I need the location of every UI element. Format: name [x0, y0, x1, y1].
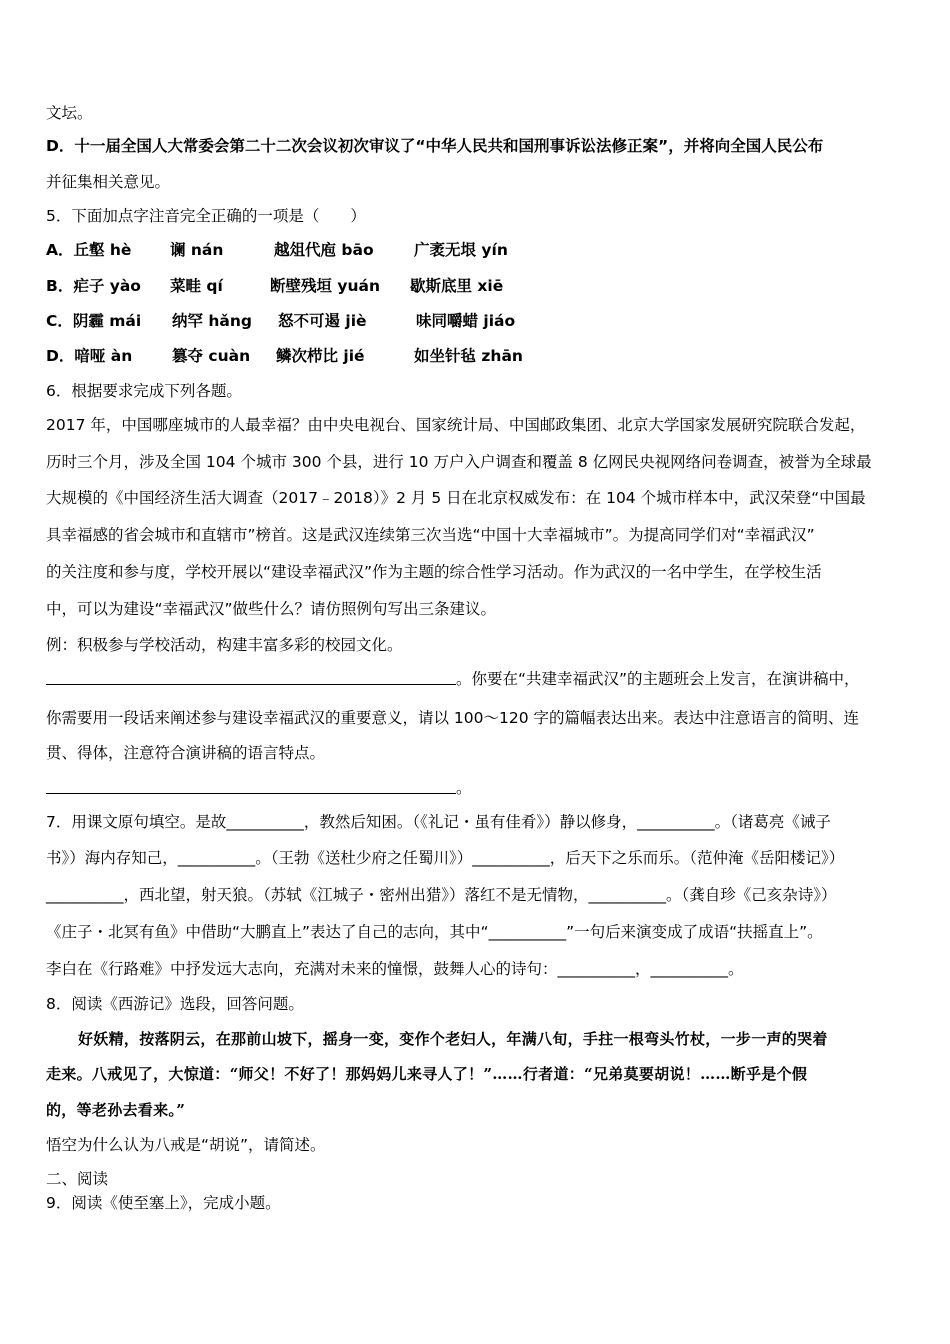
- option-a-1: A．丘壑 hè: [46, 241, 132, 259]
- option-d-4: 如坐针毡 zhān: [414, 347, 523, 365]
- text-line: D．十一届全国人大常委会第二十二次会议初次审议了“中华人民共和国刑事诉讼法修正案”，并将向全国人民公布: [46, 137, 824, 155]
- option-a-2: 谰 nán: [170, 241, 224, 259]
- option-d-1: D．喑哑 àn: [46, 347, 133, 365]
- option-b-1: B．疟子 yào: [46, 277, 141, 295]
- question-7-line: 《庄子・北冥有鱼》中借助“大鹏直上”表达了自己的志向，其中“__________”一句后来演变成了成语“扶摇直上”。: [46, 923, 823, 941]
- option-a-3: 越俎代庖 bāo: [274, 241, 374, 259]
- text-line: 。你要在“共建幸福武汉”的主题班会上发言，在演讲稿中，: [456, 670, 860, 688]
- option-b-3: 断壁残垣 yuán: [270, 277, 381, 295]
- option-c-1: C．阴霾 mái: [46, 312, 142, 330]
- option-b-4: 歇斯底里 xiē: [410, 277, 504, 295]
- option-c-3: 怒不可遏 jiè: [278, 312, 367, 330]
- option-b-2: 菜畦 qí: [170, 277, 223, 295]
- question-6-stem: 6．根据要求完成下列各题。: [46, 382, 242, 400]
- answer-blank[interactable]: [46, 793, 456, 794]
- question-5-stem: 5．下面加点字注音完全正确的一项是（ ）: [46, 207, 366, 225]
- text-line: 文坛。: [46, 104, 93, 122]
- option-d-3: 鳞次栉比 jié: [276, 347, 365, 365]
- question-7-line: 李白在《行路难》中抒发远大志向，充满对未来的憧憬，鼓舞人心的诗句：__________，__________。: [46, 960, 744, 978]
- text-line: 中，可以为建设“幸福武汉”做些什么？请仿照例句写出三条建议。: [46, 600, 497, 618]
- question-7-line: 7．用课文原句填空。是故__________，教然后知困。（《礼记・虽有佳肴》）静以修身，__________。（诸葛亮《诫子: [46, 813, 831, 831]
- text-line: 历时三个月，涉及全国 104 个城市 300 个县，进行 10 万户入户调查和覆盖 8 亿网民央视网络问卷调查，被誉为全球最: [46, 453, 872, 471]
- text-line: 2017 年，中国哪座城市的人最幸福？由中央电视台、国家统计局、中国邮政集团、北京大学国家发展研究院联合发起，: [46, 416, 866, 434]
- excerpt-line: 的，等老孙去看来。”: [46, 1101, 186, 1119]
- question-7-line: 书》）海内存知己，__________。（王勃《送杜少府之任蜀川》）__________，后天下之乐而乐。（范仲淹《岳阳楼记》）: [46, 849, 845, 867]
- question-8-stem: 8．阅读《西游记》选段，回答问题。: [46, 995, 304, 1013]
- option-a-4: 广袤无垠 yín: [414, 241, 508, 259]
- question-7-line: __________，西北望，射天狼。（苏轼《江城子・密州出猎》）落红不是无情物，__________。（龚自珍《己亥杂诗》）: [46, 886, 837, 904]
- option-c-4: 味同嚼蜡 jiáo: [416, 312, 516, 330]
- section-heading: 二、阅读: [46, 1170, 109, 1188]
- text-line: 贯、得体，注意符合演讲稿的语言特点。: [46, 744, 326, 762]
- text-line: 具幸福感的省会城市和直辖市”榜首。这是武汉连续第三次当选“中国十大幸福城市”。为提高同学们对“幸福武汉”: [46, 526, 815, 544]
- option-d-2: 篡夺 cuàn: [172, 347, 251, 365]
- text-line: 你需要用一段话来阐述参与建设幸福武汉的重要意义，请以 100～120 字的篇幅表达出来。表达中注意语言的简明、连: [46, 709, 860, 727]
- option-c-2: 纳罕 hǎng: [172, 312, 253, 330]
- answer-blank[interactable]: [46, 684, 456, 685]
- excerpt-line: 好妖精，按落阴云，在那前山坡下，摇身一变，变作个老妇人，年满八旬，手拄一根弯头竹杖，一步一声的哭着: [78, 1030, 828, 1048]
- text-line: 的关注度和参与度，学校开展以“建设幸福武汉”作为主题的综合性学习活动。作为武汉的一名中学生，在学校生活: [46, 563, 822, 581]
- example-line: 例：积极参与学校活动，构建丰富多彩的校园文化。: [46, 636, 403, 654]
- text-line: 并征集相关意见。: [46, 173, 171, 191]
- question-9-stem: 9．阅读《使至塞上》，完成小题。: [46, 1194, 281, 1212]
- excerpt-line: 走来。八戒见了，大惊道：“师父！不好了！那妈妈儿来寻人了！”……行者道：“兄弟莫要胡说！……断乎是个假: [46, 1065, 808, 1083]
- question-8-prompt: 悟空为什么认为八戒是“胡说”，请简述。: [46, 1136, 326, 1154]
- text-line: 大规模的《中国经济生活大调查（2017﹣2018）》2 月 5 日在北京权威发布：在 104 个城市样本中，武汉荣登“中国最: [46, 489, 866, 507]
- text-line: 。: [456, 779, 472, 797]
